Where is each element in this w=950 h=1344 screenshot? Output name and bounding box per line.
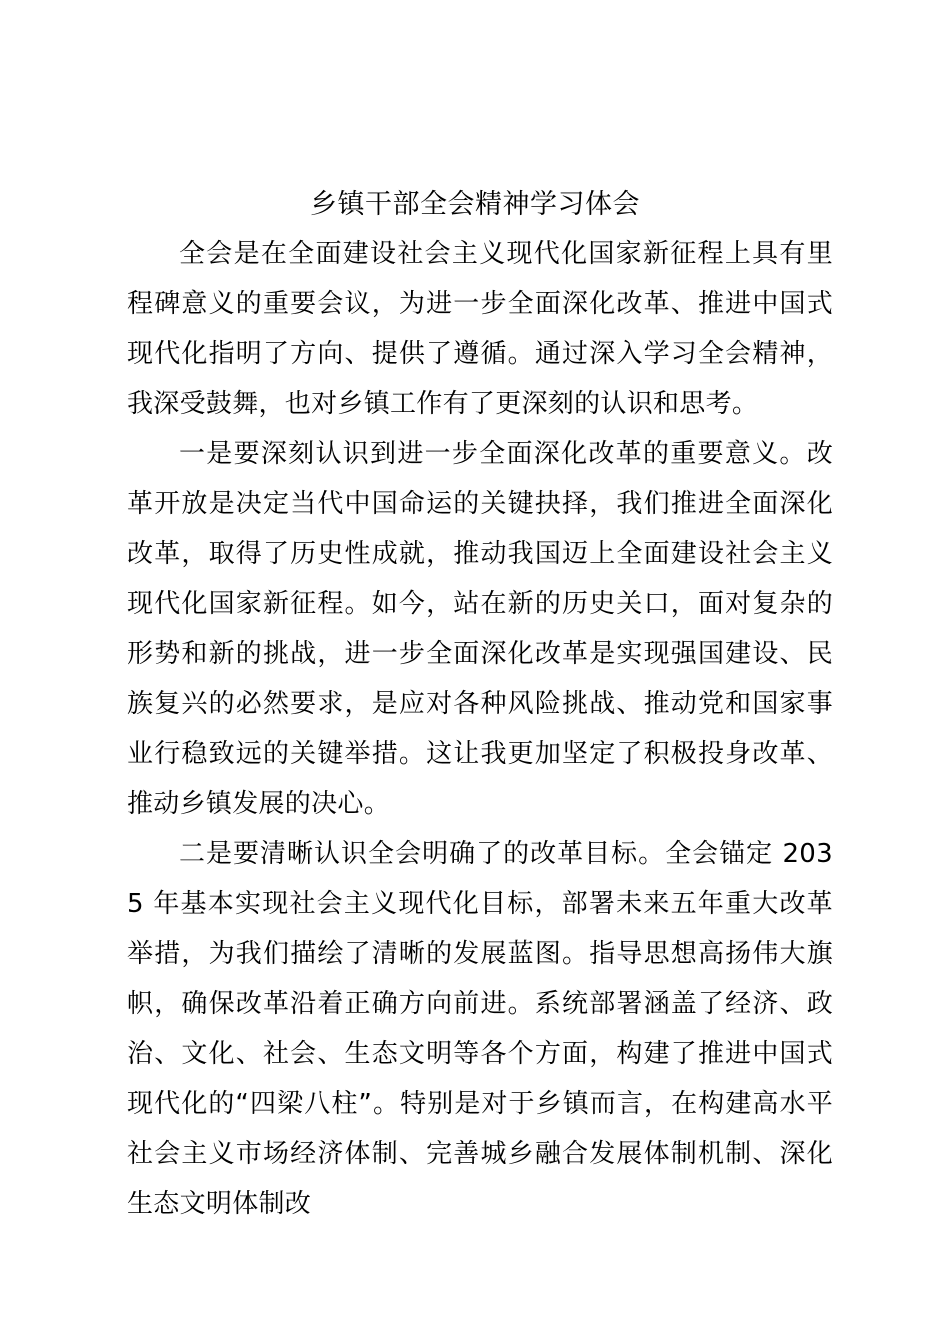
document-title: 乡镇干部全会精神学习体会 bbox=[310, 189, 640, 220]
paragraph-intro: 全会是在全面建设社会主义现代化国家新征程上具有里程碑意义的重要会议，为进一步全面深化改革、推进中国式现代化指明了方向、提供了遵循。通过深入学习全会精神，我深受鼓舞，也对乡镇工作有了更深刻的认识和思考。 bbox=[127, 239, 833, 419]
document-body bbox=[127, 229, 833, 1229]
paragraph-point-two: 二是要清晰认识全会明确了的改革目标。全会锚定 2035 年基本实现社会主义现代化目标，部署未来五年重大改革举措，为我们描绘了清晰的发展蓝图。指导思想高扬伟大旗帜，确保改革沿着正确方向前进。系统部署涵盖了经济、政治、文化、社会、生态文明等各个方面，构建了推进中国式现代化的“四梁八柱”。特别是对于乡镇而言，在构建高水平社会主义市场经济体制、完善城乡融合发展体制机制、深化生态文明体制改 bbox=[127, 839, 833, 1219]
paragraph-point-one: 一是要深刻认识到进一步全面深化改革的重要意义。改革开放是决定当代中国命运的关键抉择，我们推进全面深化改革，取得了历史性成就，推动我国迈上全面建设社会主义现代化国家新征程。如今，站在新的历史关口，面对复杂的形势和新的挑战，进一步全面深化改革是实现强国建设、民族复兴的必然要求，是应对各种风险挑战、推动党和国家事业行稳致远的关键举措。这让我更加坚定了积极投身改革、推动乡镇发展的决心。 bbox=[127, 439, 833, 819]
